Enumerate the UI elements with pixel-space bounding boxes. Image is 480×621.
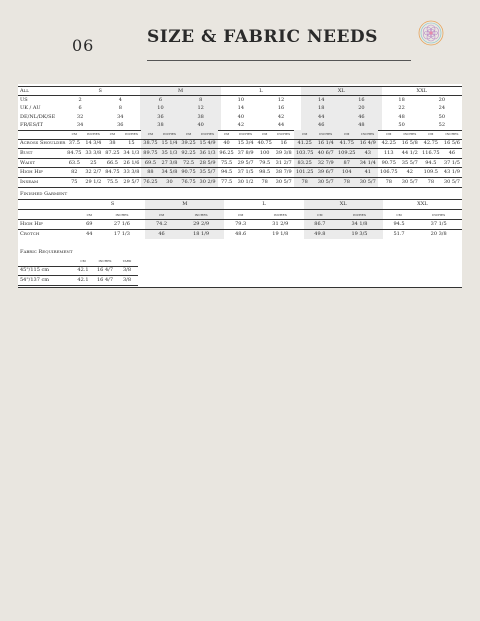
size-chart-panel	[18, 84, 462, 288]
cell: 34 1/8	[336, 220, 383, 230]
table-row	[18, 105, 462, 113]
blank-cell	[18, 130, 65, 139]
cell: 19 1/8	[257, 230, 304, 240]
table-row	[18, 158, 462, 168]
cell: 30 5/7	[442, 177, 462, 187]
cell: 46	[145, 230, 178, 240]
cell: 41	[358, 168, 378, 178]
cell: 40	[237, 113, 245, 120]
cell: 15 3/4	[236, 139, 256, 149]
cell: 26 1/6	[121, 158, 141, 168]
cell: 34 1/3	[121, 149, 141, 159]
cell: 19 3/5	[336, 230, 383, 240]
table-row	[18, 149, 462, 159]
unit-cell: inches	[432, 211, 446, 217]
cell: 3/8	[116, 276, 138, 286]
unit-cell: cm	[238, 211, 244, 217]
cell: 29 5/7	[236, 158, 256, 168]
cell: 38	[181, 113, 221, 121]
cell: 78	[336, 177, 358, 187]
cell: 84.75	[103, 168, 121, 178]
unit-cell: inches	[400, 130, 420, 139]
unit-cell: cm	[336, 130, 358, 139]
flower-of-life-logo-icon	[418, 20, 444, 46]
cell: 69	[80, 220, 99, 230]
units-row	[18, 257, 138, 266]
cell: 12	[181, 105, 221, 113]
unit-cell: inches	[273, 211, 287, 217]
cell: 27 1/6	[99, 220, 146, 230]
table-row	[18, 113, 462, 121]
cell: 92.25	[180, 149, 198, 159]
cell: 51.7	[383, 230, 416, 240]
cell: 39 6/7	[316, 168, 336, 178]
cell: 44 1/2	[400, 149, 420, 159]
cell: 34 5/8	[159, 168, 179, 178]
cell: 32 2/7	[83, 168, 103, 178]
cell: 37 1/5	[415, 220, 462, 230]
row-label: Crotch	[18, 230, 80, 240]
cell: 79.5	[256, 158, 274, 168]
unit-cell: cm	[65, 130, 83, 139]
cell: 113	[378, 149, 400, 159]
cell: 29 5/7	[121, 177, 141, 187]
cell: 16 5/8	[400, 139, 420, 149]
cell: 78	[256, 177, 274, 187]
unit-cell: cm	[396, 211, 402, 217]
cell: 69.5	[141, 158, 159, 168]
cell: 38	[140, 122, 180, 131]
table-row	[18, 139, 462, 149]
cell: 48	[341, 122, 381, 131]
cell: 83.25	[294, 158, 316, 168]
size-l: L	[224, 200, 303, 210]
cell: 109.25	[336, 149, 358, 159]
cell: 34	[60, 122, 100, 131]
cell: 18	[301, 105, 341, 113]
unit-cell: inches	[121, 130, 141, 139]
cell: 43	[358, 149, 378, 159]
cell: 20	[341, 105, 381, 113]
unit-cell: cm	[145, 210, 178, 220]
unit-cell: inches	[316, 130, 336, 139]
cell: 42	[277, 113, 285, 120]
size-s: S	[60, 87, 140, 96]
cell: 18 1/9	[178, 230, 225, 240]
row-label: 45"/115 cm	[18, 266, 72, 276]
cell: 30 5/7	[316, 177, 336, 187]
cell: 17 1/3	[99, 230, 146, 240]
size-header-row	[18, 200, 462, 210]
cell: 8	[118, 105, 122, 112]
cell: 46	[442, 149, 462, 159]
row-label: Waist	[18, 158, 65, 168]
size-m: M	[140, 87, 220, 96]
row-label: UK / AU	[20, 105, 41, 112]
units-row	[18, 130, 462, 139]
row-label: High Hip	[18, 220, 80, 230]
cell: 36	[100, 122, 140, 131]
cell: 94.5	[218, 168, 236, 178]
cell: 39.25	[180, 139, 198, 149]
cell: 42.1	[72, 266, 94, 276]
cell: 36 1/3	[198, 149, 218, 159]
cell: 75.5	[218, 158, 236, 168]
size-s: S	[80, 200, 145, 210]
cell: 72.5	[180, 158, 198, 168]
unit-cell: inches	[442, 130, 462, 139]
cell: 20 3/8	[415, 230, 462, 240]
size-xl: XL	[301, 87, 381, 96]
cell: 16 5/6	[442, 139, 462, 149]
cell: 78	[420, 177, 442, 187]
unit-cell: inches	[274, 130, 294, 139]
cell: 39 3/8	[274, 149, 294, 159]
cell: 16	[277, 105, 285, 112]
cell: 100	[256, 149, 274, 159]
cell: 27 3/8	[159, 158, 179, 168]
cell: 96.25	[218, 149, 236, 159]
cell: 30 2/9	[198, 177, 218, 187]
cell: 98.5	[256, 168, 274, 178]
cell: 15	[121, 139, 141, 149]
panel-bottom-rule	[18, 287, 462, 288]
blank-cell	[18, 210, 80, 220]
cell: 106.75	[378, 168, 400, 178]
cell: 42.25	[378, 139, 400, 149]
cell: 31 2/7	[274, 158, 294, 168]
cell: 30 5/7	[358, 177, 378, 187]
size-conversion-table	[18, 86, 462, 131]
row-label: DE/NL/DK/SE	[20, 113, 56, 120]
table-row	[18, 276, 138, 286]
cell: 36	[140, 113, 180, 121]
cell: 24	[438, 105, 446, 112]
size-m: M	[145, 200, 224, 210]
row-label: High Hip	[18, 168, 65, 178]
cell: 16	[341, 96, 381, 105]
cell: 30 5/7	[400, 177, 420, 187]
table-row	[18, 177, 462, 187]
size-xl: XL	[304, 200, 383, 210]
table-row	[18, 220, 462, 230]
row-label: Across Shoulder	[18, 139, 65, 149]
row-label: Bust	[18, 149, 65, 159]
cell: 38	[103, 139, 121, 149]
cell: 2	[78, 97, 82, 104]
cell: 44	[261, 122, 301, 131]
unit-cell: cm	[72, 257, 94, 266]
unit-cell: cm	[86, 211, 92, 217]
row-label: US	[20, 97, 28, 104]
cell: 42	[221, 122, 261, 131]
cell: 16 4/7	[94, 276, 116, 286]
units-row	[18, 210, 462, 220]
cell: 87.25	[103, 149, 121, 159]
size-header-row	[18, 87, 462, 96]
cell: 18	[398, 97, 405, 104]
cell: 52	[422, 122, 462, 131]
blank-cell	[18, 257, 72, 266]
cell: 25	[83, 158, 103, 168]
cell: 33 3/8	[83, 149, 103, 159]
cell: 12	[277, 97, 285, 104]
cell: 38.75	[141, 139, 159, 149]
cell: 33 3/8	[121, 168, 141, 178]
unit-cell: yard	[116, 257, 138, 266]
cell: 4	[118, 97, 122, 104]
cell: 42	[400, 168, 420, 178]
cell: 63.5	[65, 158, 83, 168]
cell: 75.5	[103, 177, 121, 187]
cell: 29 2/9	[178, 220, 225, 230]
cell: 41.25	[294, 139, 316, 149]
unit-cell: cm	[420, 130, 442, 139]
title-rule	[147, 60, 411, 61]
cell: 30	[159, 177, 179, 187]
cell: 16 4/7	[94, 266, 116, 276]
cell: 3/8	[116, 266, 138, 276]
fabric-requirement-title: Fabric Requirement	[20, 249, 73, 255]
cell: 76.75	[180, 177, 198, 187]
cell: 31 2/9	[257, 220, 304, 230]
cell: 50	[382, 122, 422, 131]
unit-cell: cm	[103, 130, 121, 139]
cell: 40 6/7	[316, 149, 336, 159]
cell: 37 8/9	[236, 149, 256, 159]
cell: 49.8	[304, 230, 337, 240]
cell: 101.25	[294, 168, 316, 178]
cell: 38 7/9	[274, 168, 294, 178]
unit-cell: inches	[115, 211, 129, 217]
cell: 40.75	[256, 139, 274, 149]
size-xxl: XXL	[383, 200, 462, 210]
blank-cell	[18, 200, 80, 210]
cell: 90.75	[180, 168, 198, 178]
cell: 37 1/5	[442, 158, 462, 168]
cell: 74.2	[145, 220, 178, 230]
fabric-requirement-table	[18, 257, 138, 286]
unit-cell: cm	[256, 130, 274, 139]
unit-cell: cm	[294, 130, 316, 139]
table-row	[18, 266, 138, 276]
table-row	[18, 230, 462, 240]
cell: 116.75	[420, 149, 442, 159]
cell: 44	[80, 230, 99, 240]
cell: 30 5/7	[274, 177, 294, 187]
cell: 87	[336, 158, 358, 168]
unit-cell: inches	[83, 130, 103, 139]
cell: 48	[398, 113, 405, 120]
cell: 32 7/9	[316, 158, 336, 168]
cell: 14	[237, 105, 245, 112]
cell: 89.75	[141, 149, 159, 159]
cell: 6	[78, 105, 82, 112]
cell: 42.75	[420, 139, 442, 149]
cell: 34 1/4	[358, 158, 378, 168]
cell: 40	[218, 139, 236, 149]
cell: 30 1/2	[236, 177, 256, 187]
unit-cell: inches	[198, 130, 218, 139]
cell: 103.75	[294, 149, 316, 159]
cell: 16 1/4	[316, 139, 336, 149]
cell: 37 1/5	[236, 168, 256, 178]
cell: 75	[65, 177, 83, 187]
cell: 32	[76, 113, 84, 120]
unit-cell: cm	[304, 210, 337, 220]
unit-cell: inches	[159, 130, 179, 139]
cell: 35 1/3	[159, 149, 179, 159]
unit-cell: cm	[378, 130, 400, 139]
cell: 35 5/7	[400, 158, 420, 168]
cell: 76.25	[141, 177, 159, 187]
cell: 43 1/9	[442, 168, 462, 178]
cell: 48.6	[224, 230, 257, 240]
cell: 8	[181, 96, 221, 105]
cell: 16 4/9	[358, 139, 378, 149]
unit-cell: inches	[336, 210, 383, 220]
cell: 44	[301, 113, 341, 121]
cell: 46	[301, 122, 341, 131]
finished-garment-table	[18, 199, 462, 239]
unit-cell: inches	[178, 210, 225, 220]
cell: 42.1	[72, 276, 94, 286]
cell: 84.75	[65, 149, 83, 159]
cell: 78	[378, 177, 400, 187]
cell: 82	[65, 168, 83, 178]
cell: 41.75	[336, 139, 358, 149]
cell: 14	[301, 96, 341, 105]
cell: 10	[237, 97, 245, 104]
row-label: 54"/137 cm	[18, 276, 72, 286]
unit-cell: inches	[358, 130, 378, 139]
size-xxl: XXL	[382, 87, 463, 96]
cell: 66.5	[103, 158, 121, 168]
cell: 77.5	[218, 177, 236, 187]
cell: 16	[274, 139, 294, 149]
cell: 50	[438, 113, 446, 120]
cell: 79.3	[224, 220, 257, 230]
unit-cell: cm	[141, 130, 159, 139]
page-title: SIZE & FABRIC NEEDS	[147, 27, 378, 47]
row-label: Inseam	[18, 177, 65, 187]
cell: 35 5/7	[198, 168, 218, 178]
cell: 88	[141, 168, 159, 178]
cell: 109.5	[420, 168, 442, 178]
body-measurements-table	[18, 130, 462, 188]
cell: 20	[438, 97, 446, 104]
unit-cell: inches	[94, 257, 116, 266]
cell: 29 1/2	[83, 177, 103, 187]
cell: 94.5	[420, 158, 442, 168]
finished-garment-title: Finished Garment	[20, 191, 68, 197]
cell: 86.7	[304, 220, 337, 230]
cell: 104	[336, 168, 358, 178]
page-number: 06	[72, 36, 95, 55]
cell: 15 4/9	[198, 139, 218, 149]
cell: 90.75	[378, 158, 400, 168]
cell: 46	[341, 113, 381, 121]
table-row	[18, 168, 462, 178]
table-row	[18, 96, 462, 105]
cell: 37.5	[65, 139, 83, 149]
unit-cell: inches	[236, 130, 256, 139]
all-label: All	[18, 87, 60, 96]
cell: 78	[294, 177, 316, 187]
cell: 40	[181, 122, 221, 131]
cell: 15 1/4	[159, 139, 179, 149]
unit-cell: cm	[218, 130, 236, 139]
cell: 6	[140, 96, 180, 105]
cell: 22	[398, 105, 405, 112]
cell: 14 3/4	[83, 139, 103, 149]
cell: 10	[140, 105, 180, 113]
cell: 28 5/9	[198, 158, 218, 168]
unit-cell: cm	[180, 130, 198, 139]
cell: 94.5	[383, 220, 416, 230]
row-label: FR/ES/IT	[18, 122, 60, 131]
cell: 34	[117, 113, 124, 120]
size-l: L	[221, 87, 301, 96]
